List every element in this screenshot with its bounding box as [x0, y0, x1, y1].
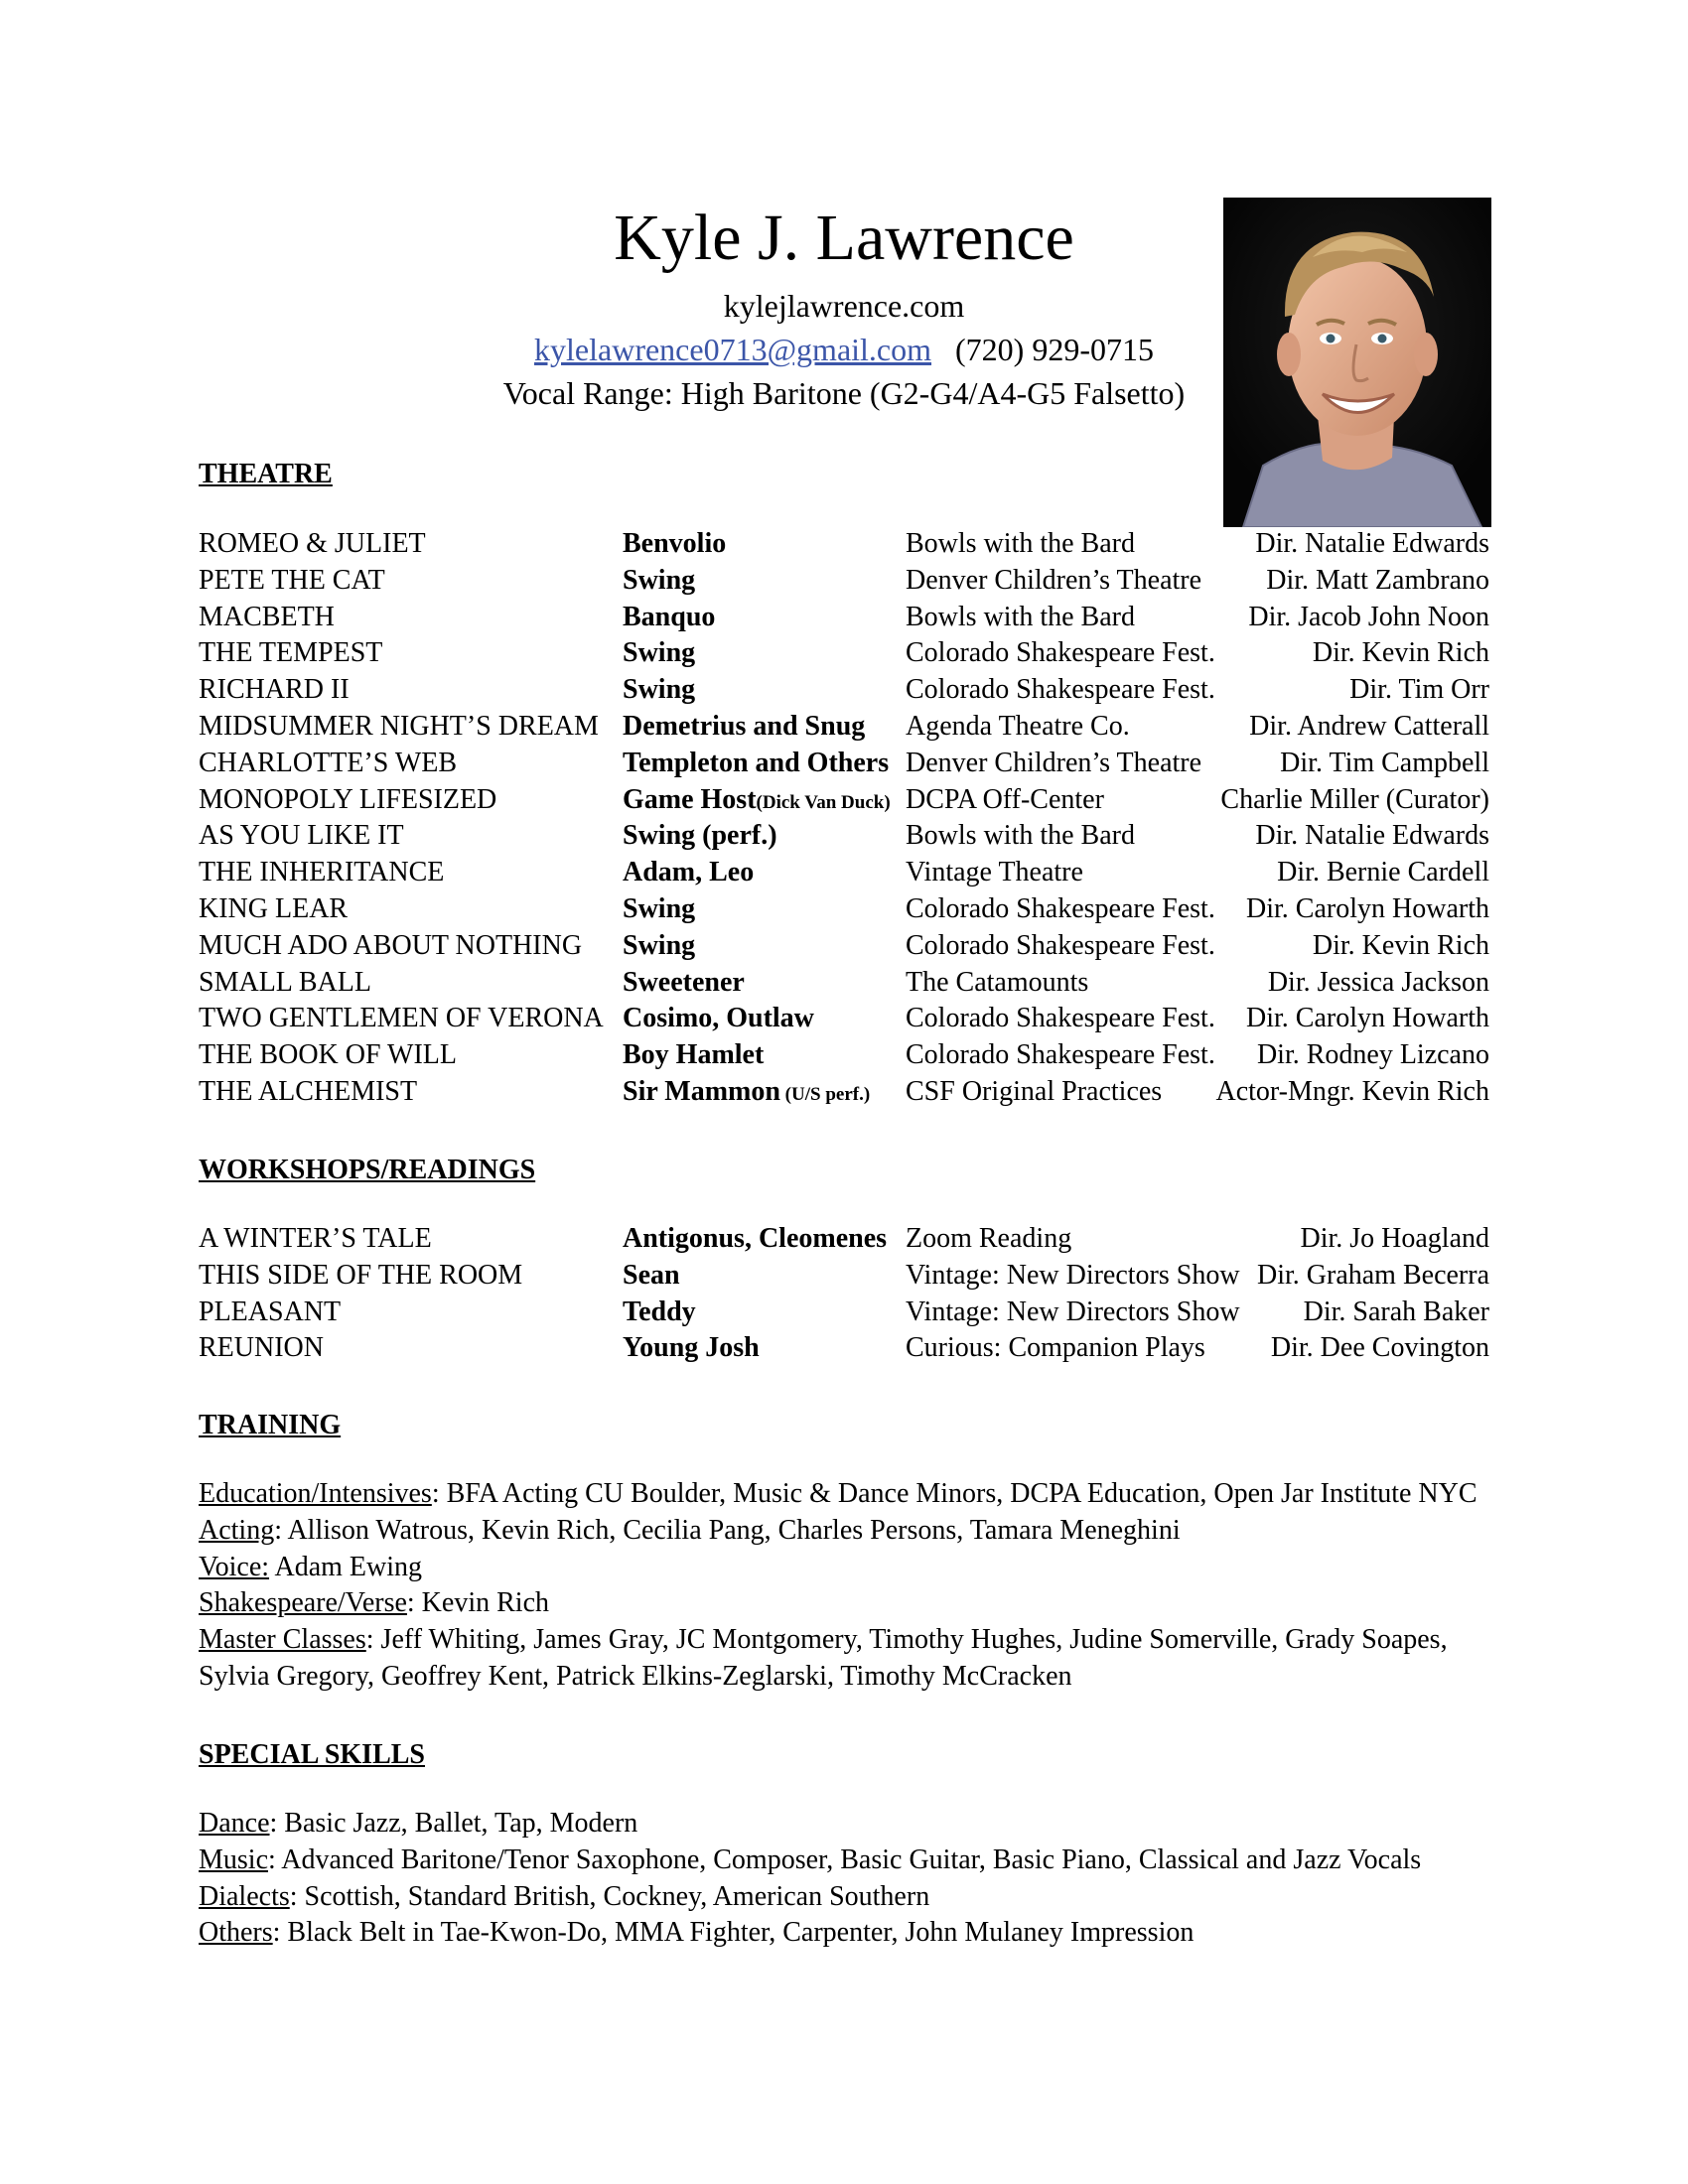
role: Swing [623, 564, 696, 596]
credit-row [0, 746, 1688, 782]
venue: Zoom Reading [906, 1223, 1072, 1254]
role: Sean [623, 1259, 680, 1291]
role: Banquo [623, 601, 716, 632]
role: Cosimo, Outlaw [623, 1003, 814, 1034]
show-title: THIS SIDE OF THE ROOM [199, 1259, 523, 1291]
director: Dir. Carolyn Howarth [1246, 1003, 1489, 1034]
role: Swing [623, 674, 696, 706]
venue: Denver Children’s Theatre [906, 564, 1202, 596]
show-title: THE ALCHEMIST [199, 1075, 418, 1107]
training-item: Shakespeare/Verse: Kevin Rich [199, 1587, 549, 1619]
show-title: RICHARD II [199, 674, 350, 706]
role: Antigonus, Cleomenes [623, 1223, 888, 1254]
website-link[interactable]: kylejlawrence.com [723, 288, 965, 324]
venue: CSF Original Practices [906, 1075, 1163, 1107]
workshop-credits [0, 1221, 1688, 1367]
venue: DCPA Off-Center [906, 783, 1104, 815]
director: Dir. Rodney Lizcano [1256, 1039, 1489, 1071]
credit-row [0, 635, 1688, 672]
show-title: MIDSUMMER NIGHT’S DREAM [199, 710, 599, 742]
skill-item: Dialects: Scottish, Standard British, Cockney, American Southern [199, 1880, 930, 1912]
role: Sweetener [623, 966, 745, 998]
training-item: Master Classes: Jeff Whiting, James Gray, JC Montgomery, Timothy Hughes, Judine Somerville, Grady Soapes, [199, 1624, 1448, 1656]
skill-item: Others: Black Belt in Tae-Kwon-Do, MMA Fighter, Carpenter, John Mulaney Impression [199, 1917, 1195, 1949]
training-item: Education/Intensives: BFA Acting CU Boulder, Music & Dance Minors, DCPA Education, Open Jar Institute NYC [199, 1478, 1477, 1509]
show-title: TWO GENTLEMEN OF VERONA [199, 1003, 604, 1034]
show-title: MACBETH [199, 601, 335, 632]
credit-row [0, 1074, 1688, 1111]
director: Dir. Bernie Cardell [1277, 857, 1489, 888]
credit-row [0, 855, 1688, 891]
show-title: ROMEO & JULIET [199, 528, 426, 559]
role: Swing [623, 637, 696, 669]
venue: Agenda Theatre Co. [906, 710, 1130, 742]
director: Dir. Matt Zambrano [1266, 564, 1489, 596]
director: Dir. Natalie Edwards [1255, 820, 1489, 852]
director: Dir. Andrew Catterall [1249, 710, 1489, 742]
show-title: MONOPOLY LIFESIZED [199, 783, 497, 815]
role: Young Josh [623, 1332, 760, 1364]
training-item: Voice: Adam Ewing [199, 1551, 423, 1582]
show-title: MUCH ADO ABOUT NOTHING [199, 929, 583, 961]
venue: Bowls with the Bard [906, 528, 1135, 559]
credit-row [0, 965, 1688, 1002]
credit-row [0, 1258, 1688, 1295]
venue: Colorado Shakespeare Fest. [906, 1003, 1215, 1034]
skills-list [199, 1806, 1509, 1952]
show-title: THE BOOK OF WILL [199, 1039, 458, 1071]
venue: Vintage: New Directors Show [906, 1259, 1240, 1291]
credit-row [0, 1001, 1688, 1037]
training-continuation: Sylvia Gregory, Geoffrey Kent, Patrick Elkins-Zeglarski, Timothy McCracken [199, 1660, 1072, 1692]
director: Dir. Kevin Rich [1312, 929, 1489, 961]
credit-row [0, 928, 1688, 965]
show-title: SMALL BALL [199, 966, 371, 998]
venue: Vintage Theatre [906, 857, 1083, 888]
actor-name: Kyle J. Lawrence [614, 202, 1074, 274]
training-list [199, 1476, 1509, 1696]
credit-row [0, 1295, 1688, 1331]
credit-row [0, 891, 1688, 928]
theatre-credits [0, 526, 1688, 1111]
show-title: CHARLOTTE’S WEB [199, 747, 458, 778]
training-item: Acting: Allison Watrous, Kevin Rich, Cecilia Pang, Charles Persons, Tamara Meneghini [199, 1514, 1181, 1546]
credit-row [0, 709, 1688, 746]
role: Swing [623, 892, 696, 924]
director: Dir. Kevin Rich [1312, 637, 1489, 669]
show-title: KING LEAR [199, 892, 349, 924]
role: Swing (perf.) [623, 820, 777, 852]
role: Game Host(Dick Van Duck) [623, 783, 891, 815]
role: Boy Hamlet [623, 1039, 765, 1071]
venue: Bowls with the Bard [906, 601, 1135, 632]
credit-row [0, 1037, 1688, 1074]
venue: Colorado Shakespeare Fest. [906, 674, 1215, 706]
director: Dir. Natalie Edwards [1255, 528, 1489, 559]
role: Demetrius and Snug [623, 710, 866, 742]
credit-row [0, 1330, 1688, 1367]
email-link[interactable]: kylelawrence0713@gmail.com [534, 332, 932, 367]
director: Actor-Mngr. Kevin Rich [1215, 1075, 1489, 1107]
credit-row [0, 782, 1688, 819]
director: Dir. Jessica Jackson [1267, 966, 1489, 998]
venue: Colorado Shakespeare Fest. [906, 892, 1215, 924]
credit-row [0, 600, 1688, 636]
director: Dir. Tim Orr [1349, 674, 1489, 706]
show-title: PETE THE CAT [199, 564, 385, 596]
role: Teddy [623, 1296, 696, 1327]
show-title: PLEASANT [199, 1296, 342, 1327]
role-note: (U/S perf.) [779, 1083, 871, 1105]
director: Charlie Miller (Curator) [1220, 783, 1489, 815]
director: Dir. Sarah Baker [1303, 1296, 1489, 1327]
role: Templeton and Others [623, 747, 890, 778]
venue: Colorado Shakespeare Fest. [906, 637, 1215, 669]
training-heading: TRAINING [199, 1410, 342, 1440]
director: Dir. Jo Hoagland [1300, 1223, 1489, 1254]
credit-row [0, 818, 1688, 855]
vocal-range: Vocal Range: High Baritone (G2-G4/A4-G5 Falsetto) [502, 375, 1186, 411]
workshops-heading: WORKSHOPS/READINGS [199, 1155, 536, 1185]
director: Dir. Tim Campbell [1280, 747, 1489, 778]
role: Sir Mammon (U/S perf.) [623, 1075, 871, 1107]
venue: Colorado Shakespeare Fest. [906, 929, 1215, 961]
credit-row [0, 526, 1688, 563]
role: Adam, Leo [623, 857, 755, 888]
venue: Vintage: New Directors Show [906, 1296, 1240, 1327]
director: Dir. Carolyn Howarth [1246, 892, 1489, 924]
credit-row [0, 672, 1688, 709]
venue: Curious: Companion Plays [906, 1332, 1205, 1364]
role-note: (Dick Van Duck) [756, 791, 891, 813]
skill-item: Music: Advanced Baritone/Tenor Saxophone, Composer, Basic Guitar, Basic Piano, Classical and Jazz Vocals [199, 1843, 1422, 1875]
show-title: THE TEMPEST [199, 637, 383, 669]
show-title: A WINTER’S TALE [199, 1223, 432, 1254]
headshot-photo [1223, 198, 1491, 527]
venue: Bowls with the Bard [906, 820, 1135, 852]
skill-item: Dance: Basic Jazz, Ballet, Tap, Modern [199, 1808, 638, 1839]
role: Benvolio [623, 528, 727, 559]
venue: The Catamounts [906, 966, 1089, 998]
phone-number: (720) 929-0715 [955, 332, 1154, 367]
credit-row [0, 1221, 1688, 1258]
venue: Denver Children’s Theatre [906, 747, 1202, 778]
show-title: AS YOU LIKE IT [199, 820, 404, 852]
director: Dir. Jacob John Noon [1248, 601, 1489, 632]
director: Dir. Graham Becerra [1257, 1259, 1489, 1291]
theatre-heading: THEATRE [199, 459, 333, 489]
show-title: REUNION [199, 1332, 324, 1364]
director: Dir. Dee Covington [1270, 1332, 1489, 1364]
skills-heading: SPECIAL SKILLS [199, 1739, 425, 1770]
role: Swing [623, 929, 696, 961]
venue: Colorado Shakespeare Fest. [906, 1039, 1215, 1071]
show-title: THE INHERITANCE [199, 857, 445, 888]
credit-row [0, 563, 1688, 600]
